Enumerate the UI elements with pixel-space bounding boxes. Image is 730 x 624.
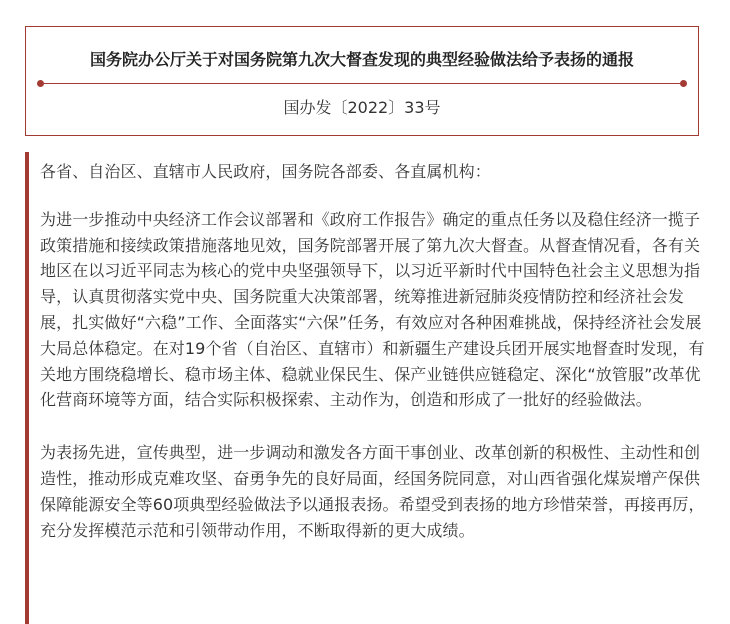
- header-divider: [40, 83, 684, 84]
- body-paragraph-1: 为进一步推动中央经济工作会议部署和《政府工作报告》确定的重点任务以及稳住经济一揽子政策措施和接续政策措施落地见效，国务院部署开展了第九次大督查。从督查情况看，各有关地区在以习近平同志为核心的党中央坚强领导下，以习近平新时代中国特色社会主义思想为指导，认真贯彻落实党中央、国务院重大决策部署，统筹推进新冠肺炎疫情防控和经济社会发展，扎实做好“六稳”工作、全面落实“六保”任务，有效应对各种困难挑战，保持经济社会发展大局总体稳定。在对19个省（自治区、直辖市）和新疆生产建设兵团开展实地督查时发现，有关地方围绕稳增长、稳市场主体、稳就业保民生、保产业链供应链稳定、深化“放管服”改革优化营商环境等方面，结合实际积极探索、主动作为，创造和形成了一批好的经验做法。: [40, 209, 705, 410]
- divider-dot-left: [37, 80, 44, 87]
- document-body: [25, 152, 705, 624]
- document-number: 国办发〔2022〕33号: [283, 98, 441, 117]
- document-header: [25, 26, 699, 136]
- body-paragraph-2: 为表扬先进，宣传典型，进一步调动和激发各方面干事创业、改革创新的积极性、主动性和创造性，推动形成克难攻坚、奋勇争先的良好局面，经国务院同意，对山西省强化煤炭增产保供保障能源安全等60项典型经验做法予以通报表扬。希望受到表扬的地方珍惜荣誉，再接再厉，充分发挥模范示范和引领带动作用，不断取得新的更大成绩。: [40, 443, 705, 540]
- salutation: 各省、自治区、直辖市人民政府，国务院各部委、各直属机构：: [40, 162, 491, 181]
- divider-dot-right: [680, 80, 687, 87]
- document-title: 国务院办公厅关于对国务院第九次大督查发现的典型经验做法给予表扬的通报: [89, 50, 634, 69]
